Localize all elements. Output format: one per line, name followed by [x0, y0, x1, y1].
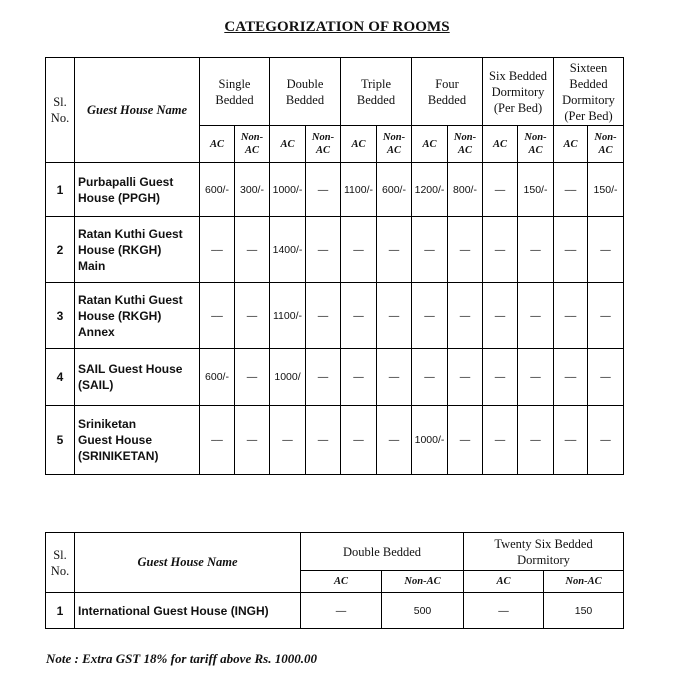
- tariff-cell: ––: [554, 283, 588, 349]
- guest-house-name-line: Annex: [78, 324, 115, 339]
- guest-house-name-line: Purbapalli Guest: [78, 174, 174, 189]
- tariff-cell: —: [235, 406, 270, 475]
- tariff-cell: 300/-: [235, 163, 270, 217]
- non-ac-header: Non- AC: [377, 126, 412, 163]
- tariff-cell: —: [306, 217, 341, 283]
- tariff-cell: ––: [554, 163, 588, 217]
- non-ac-header: Non- AC: [306, 126, 341, 163]
- tariff-cell: 1000/-: [412, 406, 448, 475]
- tariff-cell: —: [341, 283, 377, 349]
- tariff-cell: 600/-: [200, 163, 235, 217]
- tariff-cell: —: [270, 406, 306, 475]
- tariff-cell: —: [464, 593, 544, 629]
- tariff-cell: —: [518, 217, 554, 283]
- tariff-cell: —: [377, 406, 412, 475]
- tariff-cell: —: [306, 163, 341, 217]
- group-header-single-bedded: Single Bedded: [200, 58, 270, 126]
- guest-house-name-cell: [75, 283, 200, 349]
- tariff-cell: —: [377, 217, 412, 283]
- ac-header: AC: [464, 571, 544, 593]
- room-categories-table: [45, 57, 624, 475]
- table-row: [46, 593, 624, 629]
- tariff-cell: —: [235, 217, 270, 283]
- guest-house-name-line: House (RKGH): [78, 242, 162, 257]
- guest-house-name-header: Guest House Name: [75, 533, 301, 593]
- tariff-cell: —: [588, 406, 624, 475]
- tariff-cell: —: [412, 349, 448, 406]
- tariff-cell: 500: [382, 593, 464, 629]
- guest-house-name-line: International Guest House (INGH): [78, 603, 269, 618]
- international-guest-house-table: [45, 532, 624, 629]
- ac-header: AC: [301, 571, 382, 593]
- group-header-triple-bedded: Triple Bedded: [341, 58, 412, 126]
- tariff-cell: —: [341, 349, 377, 406]
- guest-house-name-cell: [75, 406, 200, 475]
- group-header-double-bedded: Double Bedded: [301, 533, 464, 571]
- tariff-cell: —: [235, 283, 270, 349]
- ac-header: AC: [341, 126, 377, 163]
- tariff-cell: 150/-: [588, 163, 624, 217]
- guest-house-name-header: Guest House Name: [75, 58, 200, 163]
- guest-house-name-line: Sriniketan: [78, 417, 137, 431]
- tariff-cell: —: [518, 283, 554, 349]
- guest-house-name-line: House (RKGH): [78, 308, 162, 323]
- tariff-cell: —: [518, 349, 554, 406]
- tariff-cell: —: [448, 283, 483, 349]
- table-row: [46, 163, 624, 217]
- non-ac-header: Non-AC: [382, 571, 464, 593]
- group-header-sixteen-bedded-dormitory: Sixteen Bedded Dormitory (Per Bed): [554, 58, 624, 126]
- tariff-cell: 1100/-: [270, 283, 306, 349]
- serial-number-cell: 4: [46, 349, 75, 406]
- serial-number-cell: 5: [46, 406, 75, 475]
- serial-number-cell: 2: [46, 217, 75, 283]
- tariff-cell: —: [588, 349, 624, 406]
- tariff-cell: 150: [544, 593, 624, 629]
- guest-house-name-line: SAIL Guest House: [78, 362, 183, 376]
- guest-house-name-line: (SAIL): [78, 378, 114, 392]
- tariff-cell: ––: [554, 349, 588, 406]
- ac-header: AC: [270, 126, 306, 163]
- tariff-cell: —: [341, 217, 377, 283]
- page-title: CATEGORIZATION OF ROOMS: [224, 19, 450, 35]
- group-header-twenty-six-bedded-dormitory: Twenty Six Bedded Dormitory: [464, 533, 624, 571]
- tariff-cell: —: [588, 217, 624, 283]
- ac-header: AC: [554, 126, 588, 163]
- sl-no-header: Sl. No.: [46, 533, 75, 593]
- guest-house-name-line: House (PPGH): [78, 190, 161, 205]
- table-row: [46, 217, 624, 283]
- tariff-cell: —: [483, 217, 518, 283]
- tariff-cell: —: [306, 283, 341, 349]
- guest-house-name-cell: [75, 593, 301, 629]
- non-ac-header: Non-AC: [544, 571, 624, 593]
- tariff-cell: ––: [554, 217, 588, 283]
- tariff-cell: ––: [200, 283, 235, 349]
- tariff-cell: 1100/-: [341, 163, 377, 217]
- tariff-cell: —: [235, 349, 270, 406]
- tariff-cell: —: [377, 283, 412, 349]
- serial-number-cell: 1: [46, 163, 75, 217]
- non-ac-header: Non- AC: [448, 126, 483, 163]
- tariff-cell: —: [448, 406, 483, 475]
- guest-house-name-cell: [75, 217, 200, 283]
- tariff-cell: —: [483, 406, 518, 475]
- tariff-cell: —: [448, 217, 483, 283]
- tariff-cell: ––: [554, 406, 588, 475]
- tariff-cell: 800/-: [448, 163, 483, 217]
- tariff-cell: 600/-: [377, 163, 412, 217]
- tariff-cell: 600/-: [200, 349, 235, 406]
- tariff-cell: ––: [200, 217, 235, 283]
- guest-house-name-cell: [75, 163, 200, 217]
- tariff-cell: —: [306, 349, 341, 406]
- tariff-cell: 150/-: [518, 163, 554, 217]
- group-header-double-bedded: Double Bedded: [270, 58, 341, 126]
- tariff-cell: —: [518, 406, 554, 475]
- tariff-cell: —: [377, 349, 412, 406]
- non-ac-header: Non- AC: [588, 126, 624, 163]
- guest-house-name-line: Ratan Kuthi Guest: [78, 226, 183, 241]
- tariff-cell: —: [412, 217, 448, 283]
- ac-header: AC: [483, 126, 518, 163]
- ac-header: AC: [200, 126, 235, 163]
- non-ac-header: Non- AC: [235, 126, 270, 163]
- tariff-cell: —: [483, 283, 518, 349]
- gst-note: Note : Extra GST 18% for tariff above Rs. 1000.00: [46, 651, 317, 666]
- guest-house-name-line: Ratan Kuthi Guest: [78, 292, 183, 307]
- serial-number-cell: 3: [46, 283, 75, 349]
- ac-header: AC: [412, 126, 448, 163]
- guest-house-name-line: (SRINIKETAN): [78, 449, 159, 463]
- group-header-four-bedded: Four Bedded: [412, 58, 483, 126]
- table-row: [46, 349, 624, 406]
- tariff-cell: 1000/: [270, 349, 306, 406]
- guest-house-name-cell: [75, 349, 200, 406]
- tariff-cell: 1400/-: [270, 217, 306, 283]
- tariff-cell: —: [301, 593, 382, 629]
- table-row: [46, 283, 624, 349]
- tariff-cell: —: [412, 283, 448, 349]
- serial-number-cell: 1: [46, 593, 75, 629]
- tariff-cell: —: [588, 283, 624, 349]
- group-header-six-bedded-dormitory: Six Bedded Dormitory (Per Bed): [483, 58, 554, 126]
- tariff-cell: 1000/-: [270, 163, 306, 217]
- tariff-cell: —: [448, 349, 483, 406]
- tariff-cell: —: [306, 406, 341, 475]
- tariff-cell: 1200/-: [412, 163, 448, 217]
- tariff-cell: —: [483, 349, 518, 406]
- sl-no-header: Sl. No.: [46, 58, 75, 163]
- table-row: [46, 406, 624, 475]
- tariff-cell: —: [341, 406, 377, 475]
- guest-house-name-line: Main: [78, 258, 106, 273]
- tariff-cell: —: [483, 163, 518, 217]
- tariff-cell: ––: [200, 406, 235, 475]
- guest-house-name-line: Guest House: [78, 433, 153, 447]
- non-ac-header: Non- AC: [518, 126, 554, 163]
